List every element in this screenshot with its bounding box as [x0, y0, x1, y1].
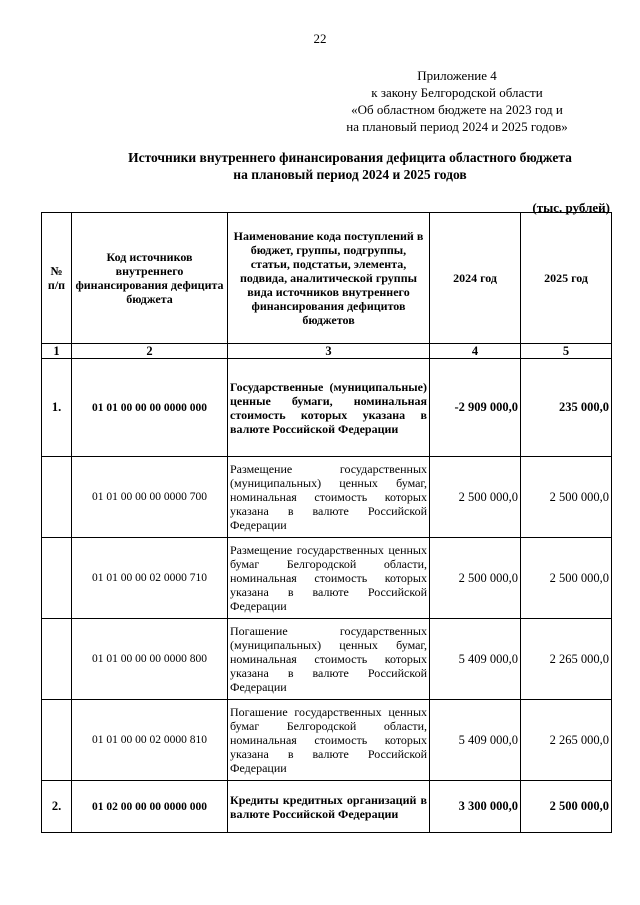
- source-code: 01 01 00 00 02 0000 810: [72, 700, 228, 781]
- column-number: 1: [42, 344, 72, 359]
- units-label: (тыс. рублей): [532, 200, 610, 215]
- value-2025: 2 500 000,0: [521, 781, 612, 833]
- value-2024: 3 300 000,0: [430, 781, 521, 833]
- value-2024: 2 500 000,0: [430, 457, 521, 538]
- column-number-row: [42, 344, 612, 359]
- table-row: [42, 700, 612, 781]
- header-2025: 2025 год: [521, 213, 612, 344]
- value-2025: 2 265 000,0: [521, 619, 612, 700]
- source-name: Погашение государственных (муниципальных) ценных бумаг, номинальная стоимость которых указана в валюте Российской Федерации: [228, 619, 430, 700]
- annex-line: «Об областном бюджете на 2023 год и: [351, 102, 563, 117]
- value-2024: 5 409 000,0: [430, 700, 521, 781]
- header-name: Наименование кода поступлений в бюджет, группы, подгруппы, статьи, подстатьи, элемента, подвида, аналитической группы вида источников внутреннего финансирования дефицитов бюджетов: [228, 213, 430, 344]
- header-row: [42, 213, 612, 344]
- title-line: на плановый период 2024 и 2025 годов: [233, 167, 467, 182]
- column-number: 2: [72, 344, 228, 359]
- column-number: 4: [430, 344, 521, 359]
- value-2025: 2 265 000,0: [521, 700, 612, 781]
- annex-line: к закону Белгородской области: [371, 85, 543, 100]
- document-title: [60, 149, 640, 183]
- row-number: [42, 619, 72, 700]
- title-line: Источники внутреннего финансирования дефицита областного бюджета: [128, 150, 572, 165]
- annex-block: [312, 67, 602, 135]
- row-number: [42, 457, 72, 538]
- annex-line: на плановый период 2024 и 2025 годов»: [346, 119, 568, 134]
- source-code: 01 01 00 00 00 0000 700: [72, 457, 228, 538]
- header-2024: 2024 год: [430, 213, 521, 344]
- table-row: [42, 781, 612, 833]
- value-2025: 2 500 000,0: [521, 538, 612, 619]
- source-name: Кредиты кредитных организаций в валюте Российской Федерации: [228, 781, 430, 833]
- value-2025: 2 500 000,0: [521, 457, 612, 538]
- source-name: Государственные (муниципальные) ценные бумаги, номинальная стоимость которых указана в валюте Российской Федерации: [228, 359, 430, 457]
- table-row: [42, 359, 612, 457]
- table-row: [42, 619, 612, 700]
- row-number: [42, 538, 72, 619]
- value-2024: 2 500 000,0: [430, 538, 521, 619]
- sources-table: [41, 212, 612, 833]
- source-name: Погашение государственных ценных бумаг Белгородской области, номинальная стоимость которых указана в валюте Российской Федерации: [228, 700, 430, 781]
- row-number: 1.: [42, 359, 72, 457]
- header-num: № п/п: [42, 213, 72, 344]
- page-number: 22: [313, 31, 327, 46]
- value-2025: 235 000,0: [521, 359, 612, 457]
- annex-title: Приложение 4: [417, 68, 497, 83]
- column-number: 5: [521, 344, 612, 359]
- source-code: 01 01 00 00 02 0000 710: [72, 538, 228, 619]
- source-code: 01 01 00 00 00 0000 000: [72, 359, 228, 457]
- source-code: 01 02 00 00 00 0000 000: [72, 781, 228, 833]
- value-2024: -2 909 000,0: [430, 359, 521, 457]
- source-name: Размещение государственных (муниципальных) ценных бумаг, номинальная стоимость которых указана в валюте Российской Федерации: [228, 457, 430, 538]
- value-2024: 5 409 000,0: [430, 619, 521, 700]
- row-number: [42, 700, 72, 781]
- column-number: 3: [228, 344, 430, 359]
- header-code: Код источников внутреннего финансирования дефицита бюджета: [72, 213, 228, 344]
- row-number: 2.: [42, 781, 72, 833]
- table-row: [42, 457, 612, 538]
- source-code: 01 01 00 00 00 0000 800: [72, 619, 228, 700]
- source-name: Размещение государственных ценных бумаг Белгородской области, номинальная стоимость которых указана в валюте Российской Федерации: [228, 538, 430, 619]
- table-row: [42, 538, 612, 619]
